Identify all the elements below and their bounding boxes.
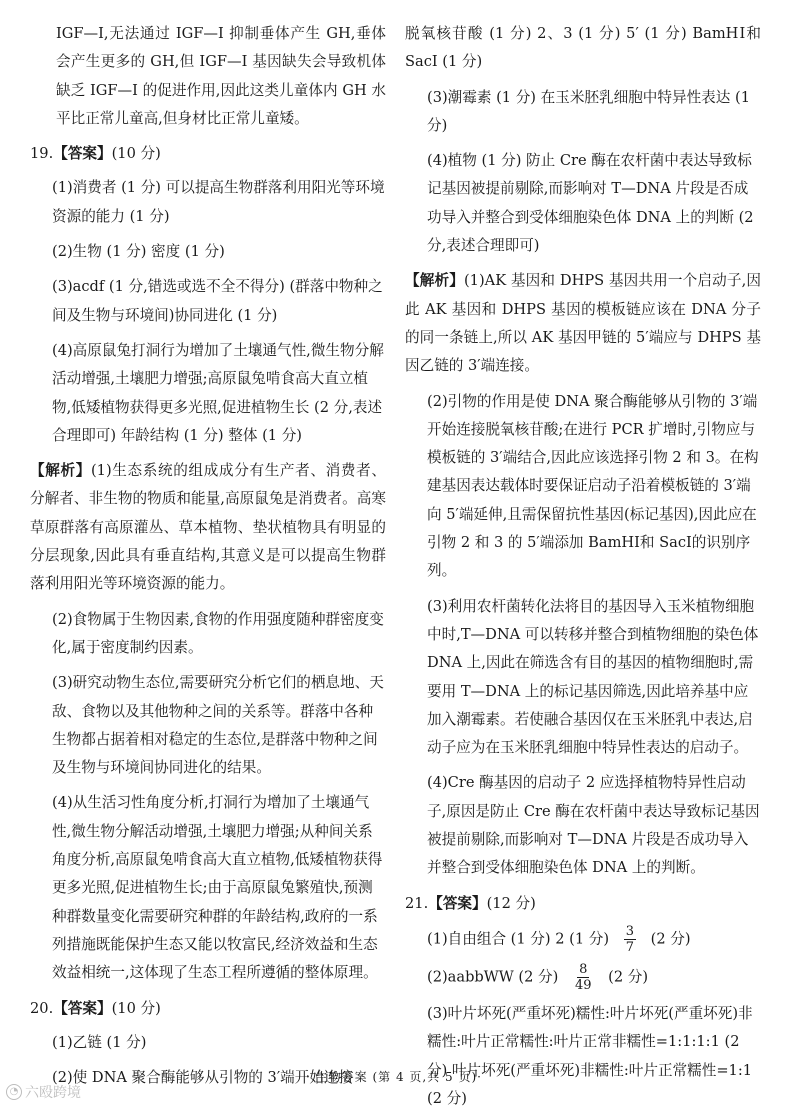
watermark-text: 六殴跨境 [25, 1085, 81, 1101]
q19-answer-4: (4)高原鼠兔打洞行为增加了土壤通气性,微生物分解活动增强,土壤肥力增强;高原鼠兔啃食高大直立植物,低矮植物获得更多光照,促进植物生长 (2 分,表述合理即可) 年龄结构 (1 分) 整体 (1 分) [52, 341, 384, 444]
fraction-denominator: 49 [574, 977, 592, 993]
q20-answer-2-cont: 脱氧核苷酸 (1 分) 2、3 (1 分) 5′ (1 分) BamHⅠ和 SacⅠ (1 分) [405, 25, 761, 71]
q20-answer-tag: 【答案】 [53, 999, 112, 1017]
q19-heading [30, 140, 386, 168]
q21-heading [405, 890, 761, 918]
q20-analysis-tag: 【解析】 [405, 272, 464, 290]
watermark-logo-icon: ◔ [6, 1084, 22, 1100]
q20-answer-1: (1)乙链 (1 分) [52, 1033, 147, 1051]
q19-analysis-1 [30, 457, 386, 598]
q19-analysis-4: (4)从生活习性角度分析,打洞行为增加了土壤通气性,微生物分解活动增强,土壤肥力增强;从种间关系角度分析,高原鼠兔啃食高大直立植物,低矮植物获得更多光照,促进植物生长;由于高原鼠兔繁殖快,预测种群数量变化需要研究种群的年龄结构,政府的一系列措施既能保护生态又能以牧富民,经济效益和生态效益相统一,这体现了生态工程所遵循的整体原理。 [52, 794, 383, 982]
q21-score: (12 分) [486, 894, 536, 912]
q19-analysis-1-text: (1)生态系统的组成成分有生产者、消费者、分解者、非生物的物质和能量,高原鼠兔是消费者。高寒草原群落有高原灌丛、草本植物、垫状植物具有明显的分层现象,因此具有垂直结构,其意义是可以提高生物群落利用阳光等环境资源的能力。 [30, 462, 386, 593]
q19-analysis-3: (3)研究动物生态位,需要研究分析它们的栖息地、天敌、食物以及其他物种之间的关系等。群落中各种生物都占据着相对稳定的生态位,是群落中物种之间及生物与环境间协同进化的结果。 [52, 674, 384, 777]
right-column [405, 20, 761, 1120]
q19-answer-tag: 【答案】 [53, 145, 112, 163]
q20-number: 20. [30, 999, 54, 1017]
q20-heading [30, 995, 386, 1023]
q21-answer-3: (3)叶片坏死(严重坏死)糯性:叶片坏死(严重坏死)非糯性:叶片正常糯性:叶片正常非糯性=1:1:1:1 (2 分) 叶片坏死(严重坏死)非糯性:叶片正常糯性=1:1 (2 分) [427, 1004, 753, 1107]
q19-number: 19. [30, 145, 54, 163]
q18-continuation: IGF—I,无法通过 IGF—I 抑制垂体产生 GH,垂体会产生更多的 GH,但 IGF—I 基因缺失会导致机体缺乏 IGF—I 的促进作用,因此这类儿童体内 GH 水平比正常儿童高,但身材比正常儿童矮。 [56, 25, 386, 127]
q20-analysis-1-text: (1)AK 基因和 DHPS 基因共用一个启动子,因此 AK 基因和 DHPS 基因的模板链应该在 DNA 分子的同一条链上,所以 AK 基因甲链的 5′端应与 DHPS 基因乙链的 3′端连接。 [405, 272, 761, 375]
q21-answer-2 [405, 962, 761, 993]
q20-analysis-3: (3)利用农杆菌转化法将目的基因导入玉米植物细胞中时,T—DNA 可以转移并整合到植物细胞的染色体 DNA 上,因此在筛选含有目的基因的植物细胞时,需要用 T—DNA 上的标记基因筛选,因此培养基中应加入潮霉素。若使融合基因仅在玉米胚乳中表达,启动子应为在玉米胚乳细胞中特异性表达的启动子。 [427, 597, 759, 757]
watermark [6, 1082, 81, 1102]
q21-answer-2-post: (2 分) [608, 968, 649, 986]
q21-answer-tag: 【答案】 [428, 894, 487, 912]
q19-score: (10 分) [111, 145, 161, 163]
q21-fraction-2 [573, 962, 594, 993]
q19-answer-1: (1)消费者 (1 分) 可以提高生物群落利用阳光等环境资源的能力 (1 分) [52, 179, 385, 225]
q20-answer-2-start: (2)使 DNA 聚合酶能够从引物的 3′端开始连接 [52, 1069, 354, 1087]
q21-number: 21. [405, 894, 429, 912]
q19-analysis-2: (2)食物属于生物因素,食物的作用强度随种群密度变化,属于密度制约因素。 [52, 610, 384, 656]
fraction-numerator: 8 [579, 961, 588, 977]
q20-score: (10 分) [111, 999, 161, 1017]
q20-analysis-1 [405, 267, 761, 380]
q21-answer-1-pre: (1)自由组合 (1 分) 2 (1 分) [427, 930, 610, 948]
q20-analysis-2: (2)引物的作用是使 DNA 聚合酶能够从引物的 3′端开始连接脱氧核苷酸;在进行 PCR 扩增时,引物应与模板链的 3′端结合,因此应该选择引物 2 和 3。在构建基因表达载体时要保证启动子沿着模板链的 3′端向 5′端延伸,且需保留抗性基因(标记基因),因此应在引物 2 和 3 的 5′端添加 BamHⅠ和 SacⅠ的识别序列。 [427, 392, 759, 580]
page-footer: · 生物答案 (第 4 页,共 5 页)· [306, 1070, 482, 1084]
q21-answer-1 [405, 924, 761, 955]
q19-answer-3: (3)acdf (1 分,错选或选不全不得分) (群落中物种之间及生物与环境间)协同进化 (1 分) [52, 278, 383, 324]
q20-answer-4: (4)植物 (1 分) 防止 Cre 酶在农杆菌中表达导致标记基因被提前剔除,而影响对 T—DNA 片段是否成功导入并整合到受体细胞染色体 DNA 上的判断 (2 分,表述合理即可) [427, 152, 754, 255]
q21-answer-1-post: (2 分) [650, 930, 691, 948]
fraction-denominator: 7 [625, 939, 634, 955]
fraction-numerator: 3 [625, 923, 634, 939]
q20-answer-3: (3)潮霉素 (1 分) 在玉米胚乳细胞中特异性表达 (1 分) [427, 88, 750, 134]
q21-answer-2-pre: (2)aabbWW (2 分) [427, 968, 559, 986]
q19-analysis-tag: 【解析】 [30, 462, 91, 480]
q19-answer-2: (2)生物 (1 分) 密度 (1 分) [52, 243, 225, 261]
left-column [30, 20, 386, 1099]
q20-analysis-4: (4)Cre 酶基因的启动子 2 应选择植物特异性启动子,原因是防止 Cre 酶在农杆菌中表达导致标记基因被提前剔除,而影响对 T—DNA 片段是否成功导入并整合到受体细胞染色体 DNA 上的判断。 [427, 774, 760, 877]
q21-fraction-1 [624, 924, 636, 955]
